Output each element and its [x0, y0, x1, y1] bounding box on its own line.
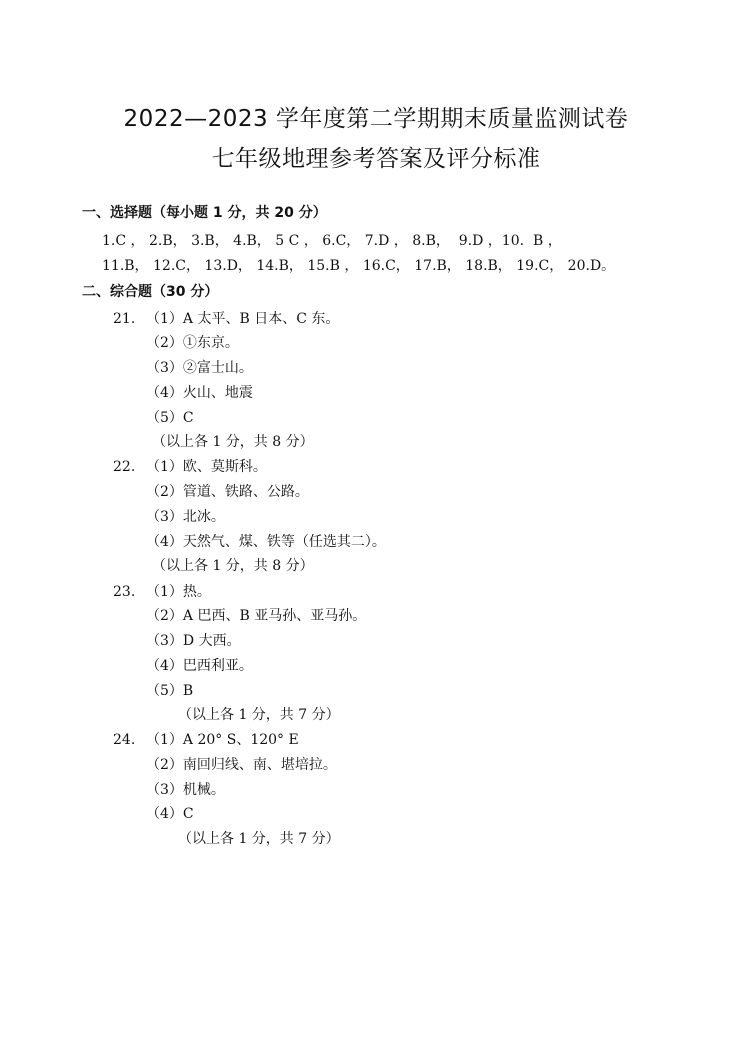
- section-heading-comprehensive: 二、综合题（30 分）: [82, 284, 219, 300]
- q24-answer-4: （4）C: [146, 806, 194, 822]
- choice-answers-row-2: 11.B， 12.C， 13.D， 14.B， 15.B ， 16.C， 17.B， 18.B， 19.C， 20.D。: [102, 258, 616, 274]
- q24-answer-2: （2）南回归线、南、堪培拉。: [146, 757, 337, 773]
- q21-answer-3: （3）②富士山。: [146, 360, 253, 376]
- q24-answer-3: （3）机械。: [146, 782, 225, 798]
- q23-answer-3: （3）D 大西。: [146, 633, 241, 649]
- document-subtitle: 七年级地理参考答案及评分标准: [211, 146, 541, 172]
- q22-answer-4: （4）天然气、煤、铁等（任选其二）。: [146, 534, 386, 550]
- question-number-23: 23.: [113, 584, 136, 600]
- q23-score-note: （以上各 1 分，共 7 分）: [178, 707, 340, 723]
- section-heading-choice: 一、选择题（每小题 1 分，共 20 分）: [82, 205, 327, 221]
- q24-answer-1: （1）A 20° S、120° E: [146, 732, 299, 748]
- document-title: 2022—2023 学年度第二学期期末质量监测试卷: [123, 106, 629, 132]
- q21-answer-4: （4）火山、地震: [146, 385, 253, 401]
- q23-answer-2: （2）A 巴西、B 亚马孙、亚马孙。: [146, 608, 367, 624]
- q23-answer-1: （1）热。: [146, 584, 211, 600]
- q21-score-note: （以上各 1 分，共 8 分）: [152, 434, 314, 450]
- question-number-24: 24.: [113, 732, 136, 748]
- q23-answer-5: （5）B: [146, 683, 194, 699]
- q22-answer-1: （1）欧、莫斯科。: [146, 459, 267, 475]
- q21-answer-2: （2）①东京。: [146, 335, 239, 351]
- q22-answer-2: （2）管道、铁路、公路。: [146, 484, 309, 500]
- question-number-22: 22.: [113, 459, 136, 475]
- q22-answer-3: （3）北冰。: [146, 509, 225, 525]
- choice-answers-row-1: 1.C ， 2.B， 3.B， 4.B， 5 C ， 6.C， 7.D ， 8.B， 9.D ，10. B ，: [102, 233, 562, 249]
- question-number-21: 21.: [113, 311, 136, 327]
- q21-answer-1: （1）A 太平、B 日本、C 东。: [146, 311, 340, 327]
- q22-score-note: （以上各 1 分，共 8 分）: [152, 558, 314, 574]
- q24-score-note: （以上各 1 分，共 7 分）: [178, 831, 340, 847]
- q23-answer-4: （4）巴西利亚。: [146, 658, 253, 674]
- q21-answer-5: （5）C: [146, 410, 194, 426]
